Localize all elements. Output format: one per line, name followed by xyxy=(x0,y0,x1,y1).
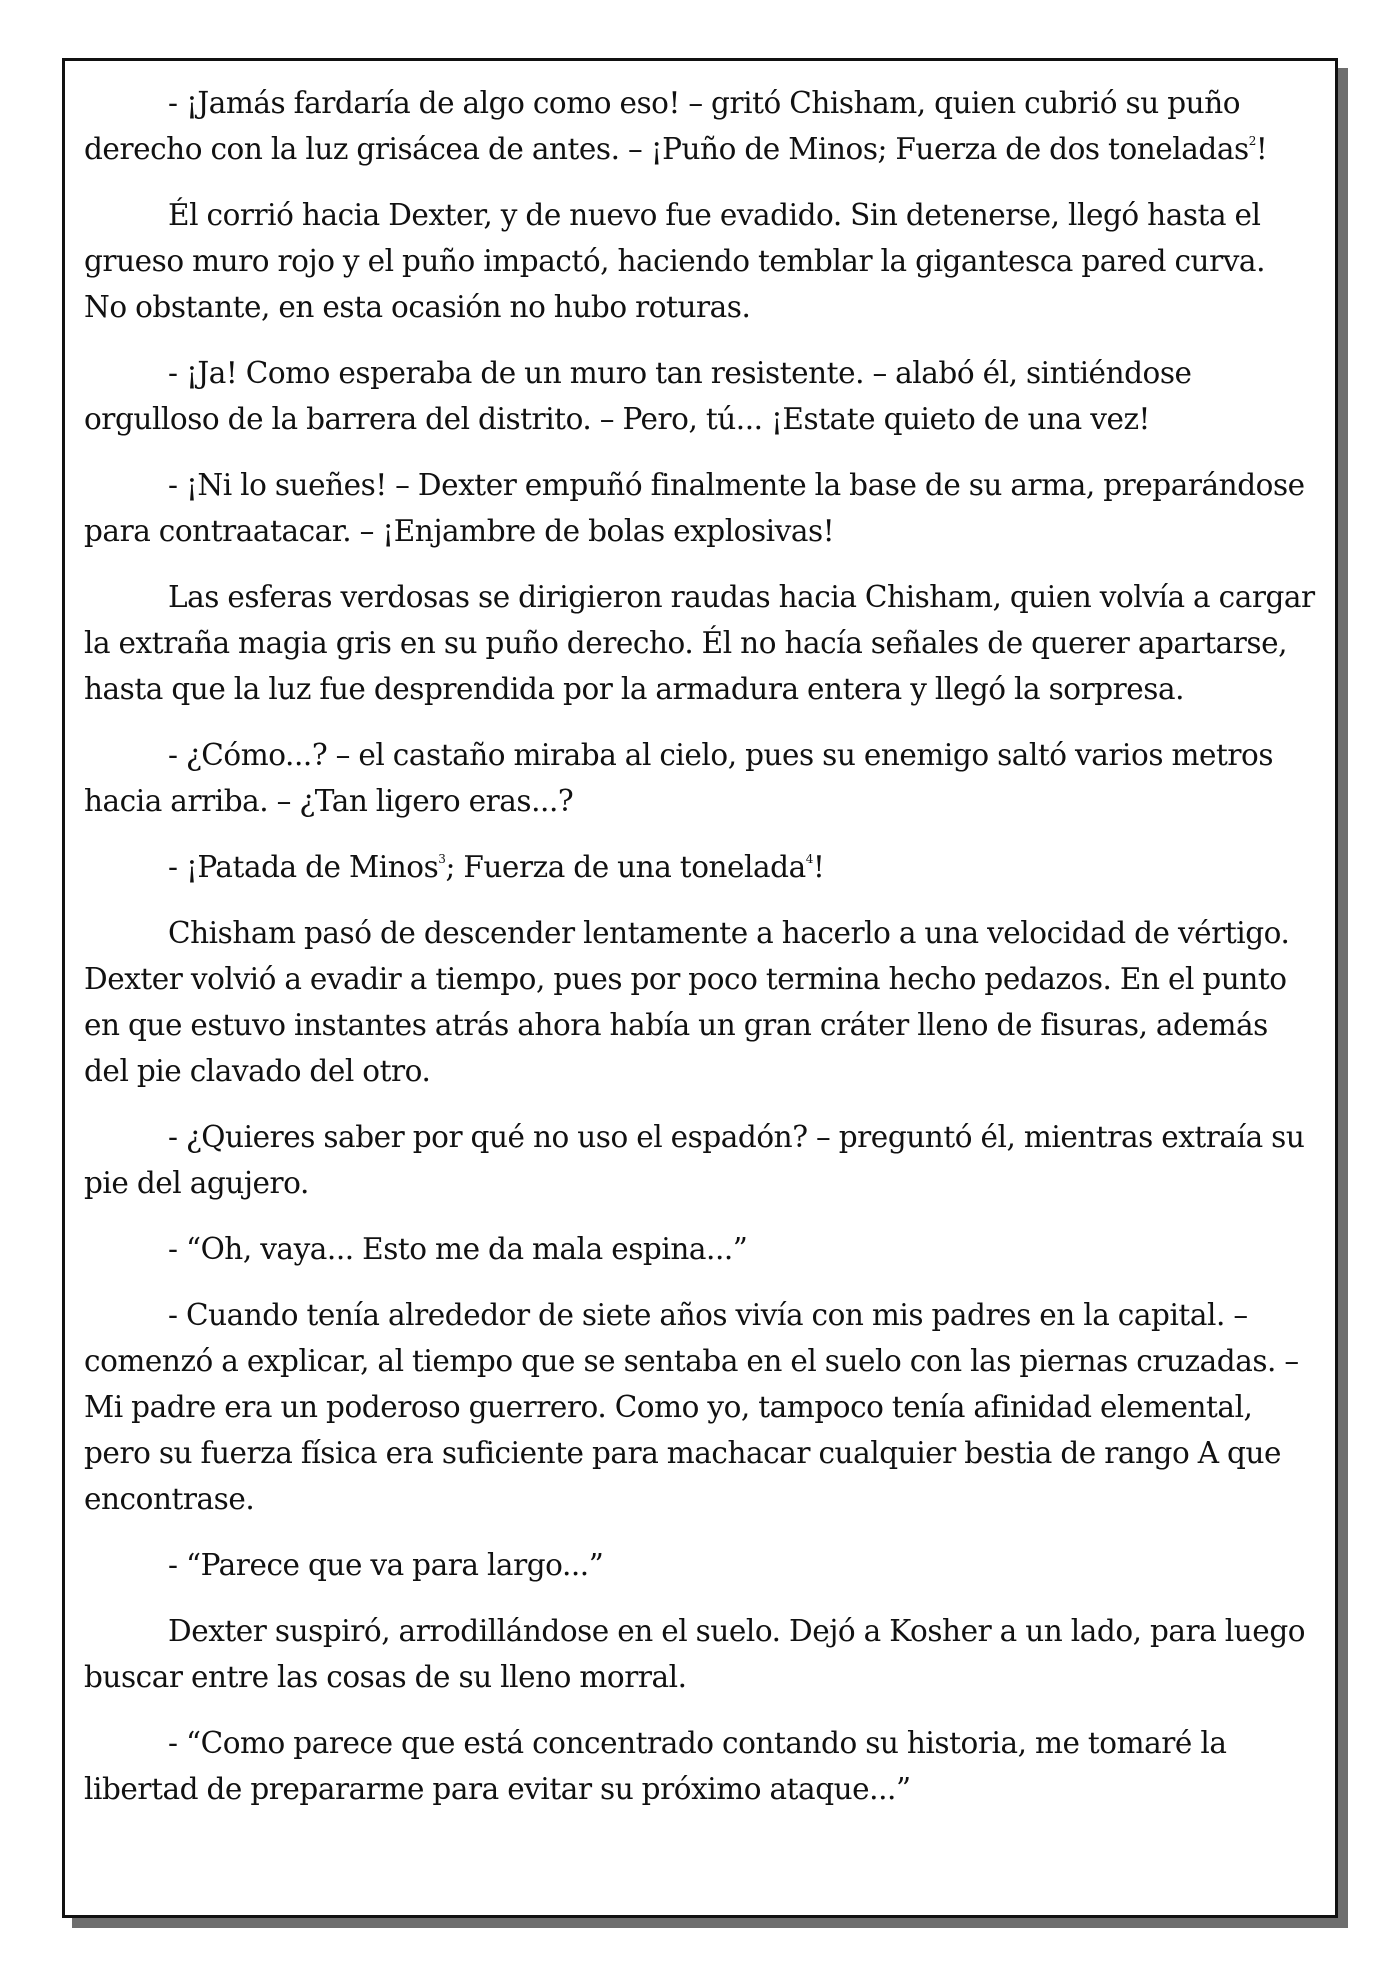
paragraph xyxy=(84,1720,1316,1812)
paragraph-text: - ¿Cómo...? – el castaño miraba al cielo, pues su enemigo saltó varios metros hacia arriba. – ¿Tan ligero eras...? xyxy=(84,738,1274,818)
paragraph xyxy=(84,1608,1316,1700)
paragraph-text: Chisham pasó de descender lentamente a hacerlo a una velocidad de vértigo. Dexter volvió a evadir a tiempo, pues por poco termina hecho pedazos. En el punto en que estuvo instantes atrás ahora había un gran cráter lleno de fisuras, además del pie clavado del otro. xyxy=(84,916,1290,1088)
footnote-marker: 2 xyxy=(1248,134,1256,148)
paragraph xyxy=(84,844,1316,890)
paragraph-text: - Cuando tenía alrededor de siete años vivía con mis padres en la capital. – comenzó a explicar, al tiempo que se sentaba en el suelo con las piernas cruzadas. – Mi padre era un poderoso guerrero. Como yo, tampoco tenía afinidad elemental, pero su fuerza física era suficiente para machacar cualquier bestia de rango A que encontrase. xyxy=(84,1298,1299,1516)
paragraph xyxy=(84,462,1316,554)
paragraph xyxy=(84,910,1316,1094)
paragraph-text: - ¡Ja! Como esperaba de un muro tan resistente. – alabó él, sintiéndose orgulloso de la barrera del distrito. – Pero, tú... ¡Estate quieto de una vez! xyxy=(84,356,1192,436)
paragraph-text: - ¡Patada de Minos xyxy=(168,850,439,884)
paragraph-text: - ¡Jamás fardaría de algo como eso! – gritó Chisham, quien cubrió su puño derecho con la luz grisácea de antes. – ¡Puño de Minos; Fuerza de dos toneladas xyxy=(84,86,1249,166)
document-body xyxy=(84,80,1316,1832)
paragraph xyxy=(84,574,1316,712)
paragraph-text: - ¿Quieres saber por qué no uso el espadón? – preguntó él, mientras extraía su pie del agujero. xyxy=(84,1120,1305,1200)
paragraph-text: Él corrió hacia Dexter, y de nuevo fue evadido. Sin detenerse, llegó hasta el grueso muro rojo y el puño impactó, haciendo temblar la gigantesca pared curva. No obstante, en esta ocasión no hubo roturas. xyxy=(84,198,1266,324)
paragraph-text: - “Oh, vaya... Esto me da mala espina...” xyxy=(168,1232,748,1266)
paragraph xyxy=(84,350,1316,442)
paragraph-text: - ¡Ni lo sueñes! – Dexter empuñó finalmente la base de su arma, preparándose para contraatacar. – ¡Enjambre de bolas explosivas! xyxy=(84,468,1305,548)
paragraph-text: ! xyxy=(1255,132,1268,166)
paragraph xyxy=(84,1114,1316,1206)
paragraph xyxy=(84,1226,1316,1272)
paragraph-text: - “Parece que va para largo...” xyxy=(168,1548,604,1582)
paragraph-text: Las esferas verdosas se dirigieron raudas hacia Chisham, quien volvía a cargar la extraña magia gris en su puño derecho. Él no hacía señales de querer apartarse, hasta que la luz fue desprendida por la armadura entera y llegó la sorpresa. xyxy=(84,580,1315,706)
paragraph xyxy=(84,192,1316,330)
paragraph xyxy=(84,1542,1316,1588)
paragraph xyxy=(84,1292,1316,1522)
footnote-marker: 4 xyxy=(805,852,813,866)
footnote-marker: 3 xyxy=(438,852,446,866)
paragraph xyxy=(84,732,1316,824)
paragraph-text: Dexter suspiró, arrodillándose en el suelo. Dejó a Kosher a un lado, para luego buscar entre las cosas de su lleno morral. xyxy=(84,1614,1306,1694)
paragraph xyxy=(84,80,1316,172)
paragraph-text: ; Fuerza de una tonelada xyxy=(445,850,806,884)
paragraph-text: - “Como parece que está concentrado contando su historia, me tomaré la libertad de prepararme para evitar su próximo ataque...” xyxy=(84,1726,1227,1806)
paragraph-text: ! xyxy=(812,850,825,884)
